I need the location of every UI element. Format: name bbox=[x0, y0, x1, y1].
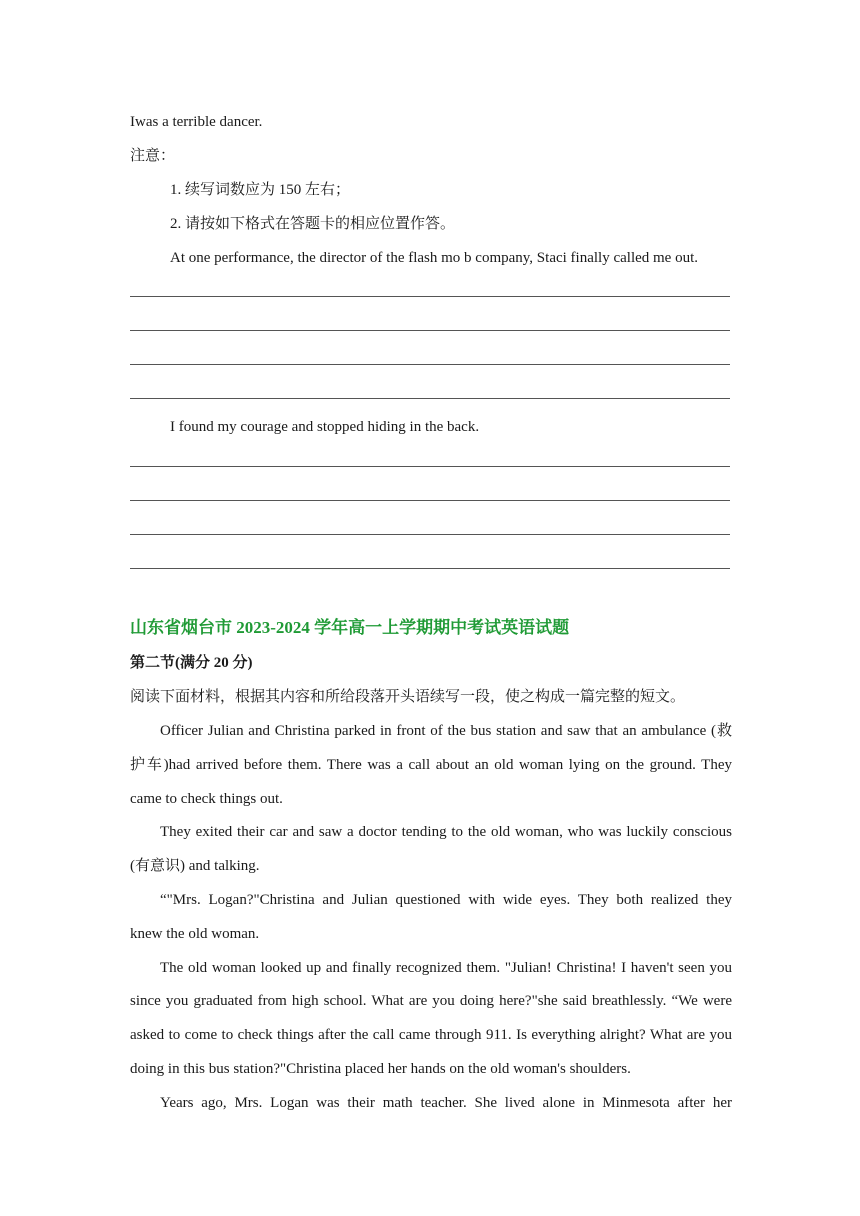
passage-line: came to check things out. bbox=[130, 791, 283, 807]
answer-line bbox=[130, 568, 730, 569]
paragraph-opening-2: I found my courage and stopped hiding in the back. bbox=[170, 419, 480, 435]
note-label: 注意： bbox=[130, 148, 176, 164]
passage-line: (有意识) and talking. bbox=[130, 858, 260, 874]
note-item: 1. 续写词数应为 150 左右； bbox=[170, 182, 351, 198]
passage-line: “"Mrs. Logan?"Christina and Julian questioned with wide eyes. They both realized they bbox=[160, 892, 732, 908]
answer-line bbox=[130, 296, 730, 297]
note-item: 2. 请按如下格式在答题卡的相应位置作答。 bbox=[170, 216, 456, 232]
exam-title: 山东省烟台市 2023-2024 学年高一上学期期中考试英语试题 bbox=[130, 618, 570, 637]
passage-line: doing in this bus station?"Christina placed her hands on the old woman's shoulders. bbox=[130, 1061, 631, 1077]
section-heading: 第二节(满分 20 分) bbox=[130, 655, 253, 671]
passage-line: knew the old woman. bbox=[130, 926, 260, 942]
passage-line: asked to come to check things after the call came through 911. Is everything alright? What are you bbox=[130, 1027, 732, 1043]
previous-passage-tail: Iwas a terrible dancer. bbox=[130, 114, 263, 130]
answer-line bbox=[130, 364, 730, 365]
instruction: 阅读下面材料，根据其内容和所给段落开头语续写一段，使之构成一篇完整的短文。 bbox=[130, 689, 686, 705]
answer-line bbox=[130, 398, 730, 399]
answer-line bbox=[130, 534, 730, 535]
passage-line: 护车)had arrived before them. There was a call about an old woman lying on the ground. They bbox=[130, 757, 732, 773]
answer-line bbox=[130, 466, 730, 467]
answer-line bbox=[130, 500, 730, 501]
passage-line: since you graduated from high school. What are you doing here?"she said breathlessly. “We were bbox=[130, 993, 732, 1009]
passage-line: They exited their car and saw a doctor tending to the old woman, who was luckily conscious bbox=[160, 824, 732, 840]
answer-line bbox=[130, 330, 730, 331]
passage-line: The old woman looked up and finally recognized them. "Julian! Christina! I haven't seen you bbox=[160, 960, 732, 976]
passage-line: Officer Julian and Christina parked in front of the bus station and saw that an ambulance (救 bbox=[160, 723, 732, 739]
passage-line: Years ago, Mrs. Logan was their math teacher. She lived alone in Minmesota after her bbox=[160, 1095, 732, 1111]
paragraph-opening-1: At one performance, the director of the flash mo b company, Staci finally called me out. bbox=[170, 250, 699, 266]
